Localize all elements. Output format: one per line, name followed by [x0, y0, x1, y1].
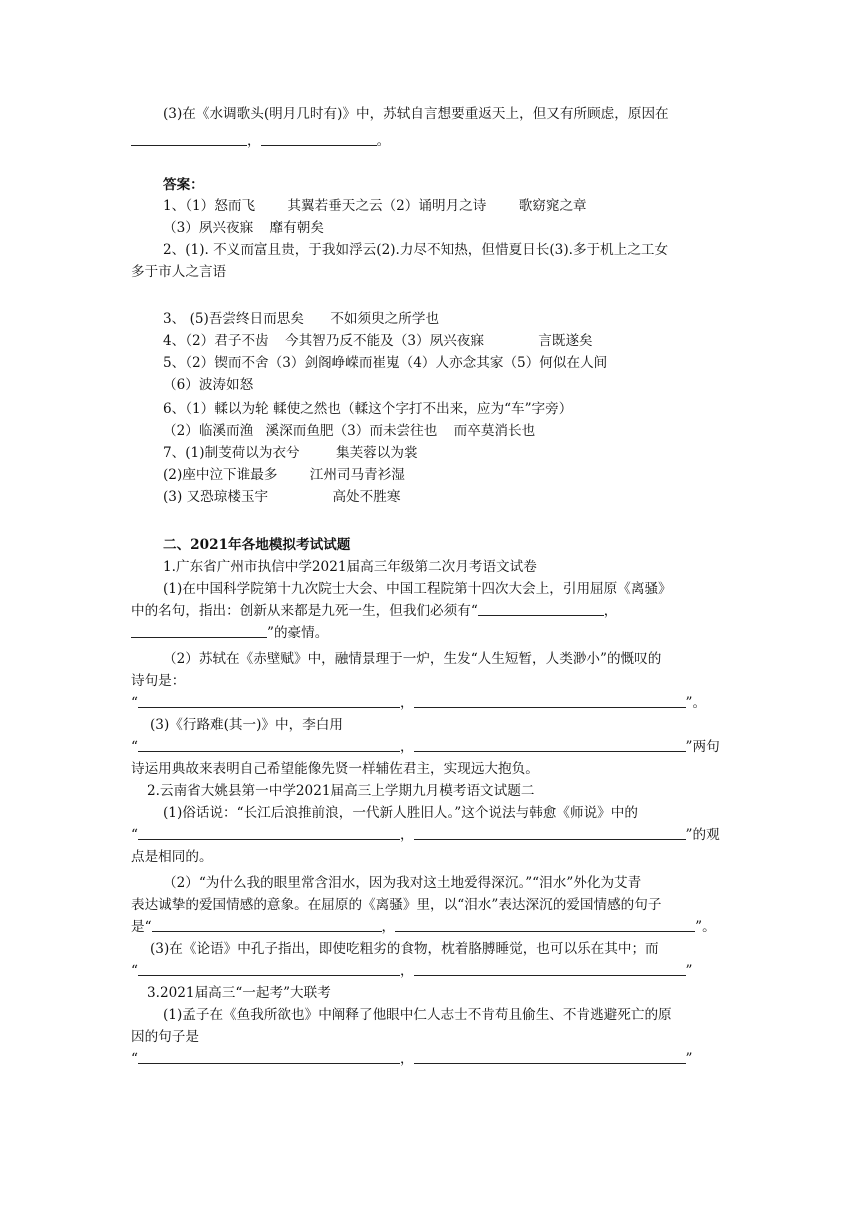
separator: ，: [381, 919, 396, 935]
quote-open: “: [131, 827, 138, 843]
question-text: [131, 601, 617, 621]
question-blanks: [131, 737, 720, 757]
question-text: （2）苏轼在《赤壁赋》中，融情景理于一炉，生发“人生短暂，人类渺小”的慨叹的: [163, 651, 662, 667]
answer-segment: （3）夙兴夜寐: [163, 220, 254, 236]
question-text: (1)俗话说：“长江后浪推前浪，一代新人胜旧人。”这个说法与韩愈《师说》中的: [163, 805, 638, 821]
answer-blank[interactable]: [138, 825, 400, 840]
question-text: (3)在《论语》中孔子指出，即使吃粗劣的食物，枕着胳膊睡觉，也可以乐在其中；而: [150, 941, 659, 957]
quote-close: ”: [685, 963, 693, 979]
answer-line: [163, 443, 418, 463]
quote-open: “: [131, 963, 138, 979]
answer-segment: 江州司马青衫湿: [309, 467, 405, 483]
question-text: (1)在中国科学院第十九次院士大会、中国工程院第十四次大会上，引用屈原《离骚》: [163, 581, 672, 597]
period: 。: [376, 133, 391, 149]
answers-heading: 答案：: [163, 177, 204, 193]
question-segment: ”的豪情。: [267, 625, 329, 641]
answer-line: 多于市人之言语: [131, 264, 227, 280]
answer-segment: 其翼若垂天之云（2）诵明月之诗: [287, 198, 487, 214]
quote-open: “: [131, 1051, 138, 1067]
answer-blank[interactable]: [138, 737, 400, 752]
separator: ，: [399, 695, 414, 711]
answer-blank[interactable]: [414, 693, 686, 708]
answer-blank[interactable]: [414, 961, 686, 976]
separator: ，: [603, 603, 618, 619]
source-title: 1.广东省广州市执信中学2021届高三年级第二次月考语文试卷: [163, 559, 537, 575]
quote-open: “: [131, 695, 138, 711]
answer-segment: 言既遂矣: [538, 333, 593, 349]
separator: ，: [399, 827, 414, 843]
answer-segment: 歌窈窕之章: [518, 198, 587, 214]
answer-line: [163, 465, 405, 485]
answer-line: [163, 196, 587, 216]
question-text: [131, 623, 328, 643]
answer-blank[interactable]: [414, 825, 686, 840]
separator: ，: [399, 963, 414, 979]
quote-close: ”的观: [685, 827, 720, 843]
answer-segment: 而卒莫消长也: [453, 423, 536, 439]
answer-blank[interactable]: [261, 131, 377, 146]
answer-blank[interactable]: [478, 601, 604, 616]
answer-blank[interactable]: [138, 961, 400, 976]
question-text: 诗运用典故来表明自己希望能像先贤一样辅佐君主，实现远大抱负。: [131, 761, 539, 777]
answer-segment: (2)座中泣下谁最多: [163, 467, 278, 483]
separator: ，: [399, 739, 414, 755]
question-3-blanks: [131, 131, 390, 151]
answer-blank[interactable]: [414, 737, 686, 752]
quote-close: ”两句: [685, 739, 720, 755]
answer-blank[interactable]: [414, 1049, 686, 1064]
question-blanks: [131, 917, 716, 937]
section-heading: 二、2021年各地模拟考试试题: [163, 537, 351, 553]
answer-line: 2、(1). 不义而富且贵，于我如浮云(2).力尽不知热，但惜夏日长(3).多于机上之工女: [163, 242, 669, 258]
question-text: 点是相同的。: [131, 849, 213, 865]
answer-blank[interactable]: [138, 1049, 400, 1064]
answer-segment: 高处不胜寒: [332, 489, 401, 505]
quote-open: “: [131, 739, 138, 755]
answer-blank[interactable]: [138, 693, 400, 708]
answer-line: [163, 218, 324, 238]
separator: ，: [247, 133, 261, 149]
answer-line: 5、（2）锲而不舍（3）剑阁峥嵘而崔嵬（4）人亦念其家（5）何似在人间: [163, 355, 608, 371]
quote-close: ”。: [695, 919, 716, 935]
quote-close: ”。: [685, 695, 707, 711]
answer-segment: (3) 又恐琼楼玉宇: [163, 489, 269, 505]
source-title: 3.2021届高三“一起考”大联考: [147, 985, 331, 1001]
question-text: 表达诚挚的爱国情感的意象。在屈原的《离骚》里，以“泪水”表达深沉的爱国情感的句子: [131, 897, 662, 913]
answer-segment: 靡有朝矣: [269, 220, 324, 236]
quote-close: ”: [685, 1051, 693, 1067]
separator: ，: [399, 1051, 414, 1067]
answer-blank[interactable]: [131, 623, 267, 638]
question-text: (1)孟子在《鱼我所欲也》中阐释了他眼中仁人志士不肯苟且偷生、不肯逃避死亡的原: [163, 1007, 672, 1023]
answer-line: [163, 331, 593, 351]
question-segment: 是“: [131, 919, 152, 935]
question-text: 因的句子是: [131, 1029, 199, 1045]
question-text: 诗句是：: [131, 673, 186, 689]
answer-line: [163, 309, 439, 329]
question-3-text: (3)在《水调歌头(明月几时有)》中，苏轼自言想要重返天上，但又有所顾虑，原因在: [163, 106, 669, 122]
answer-segment: 1、（1）怒而飞: [163, 198, 256, 214]
question-blanks: [131, 693, 706, 713]
answer-blank[interactable]: [131, 131, 247, 146]
answer-line: [163, 487, 400, 507]
source-title: 2.云南省大姚县第一中学2021届高三上学期九月模考语文试题二: [147, 783, 535, 799]
answer-segment: 今其智乃反不能及（3）夙兴夜寐: [284, 333, 484, 349]
question-text: （2）“为什么我的眼里常含泪水，因为我对这土地爱得深沉。”“泪水”外化为艾青: [163, 875, 642, 891]
answer-segment: 3、 (5)吾尝终日而思矣: [163, 311, 304, 327]
answer-segment: 4、（2）君子不齿: [163, 333, 269, 349]
answer-line: [163, 421, 535, 441]
question-blanks: [131, 825, 720, 845]
answer-line: 6、（1）輮以为轮 輮使之然也（輮这个字打不出来，应为“车”字旁）: [163, 401, 573, 417]
answer-segment: 集芙蓉以为裳: [335, 445, 418, 461]
answer-segment: 7、(1)制芰荷以为衣兮: [163, 445, 300, 461]
question-blanks: [131, 961, 693, 981]
answer-segment: 溪深而鱼肥（3）而未尝往也: [265, 423, 438, 439]
answer-segment: 不如须臾之所学也: [330, 311, 440, 327]
answer-segment: （2）临溪而渔: [163, 423, 254, 439]
question-text: (3)《行路难(其一)》中，李白用: [150, 717, 343, 733]
answer-line: （6）波涛如怒: [163, 377, 254, 393]
question-segment: 中的名句，指出：创新从来都是九死一生，但我们必须有“: [131, 603, 478, 619]
question-blanks: [131, 1049, 693, 1069]
answer-blank[interactable]: [395, 917, 695, 932]
answer-blank[interactable]: [152, 917, 382, 932]
